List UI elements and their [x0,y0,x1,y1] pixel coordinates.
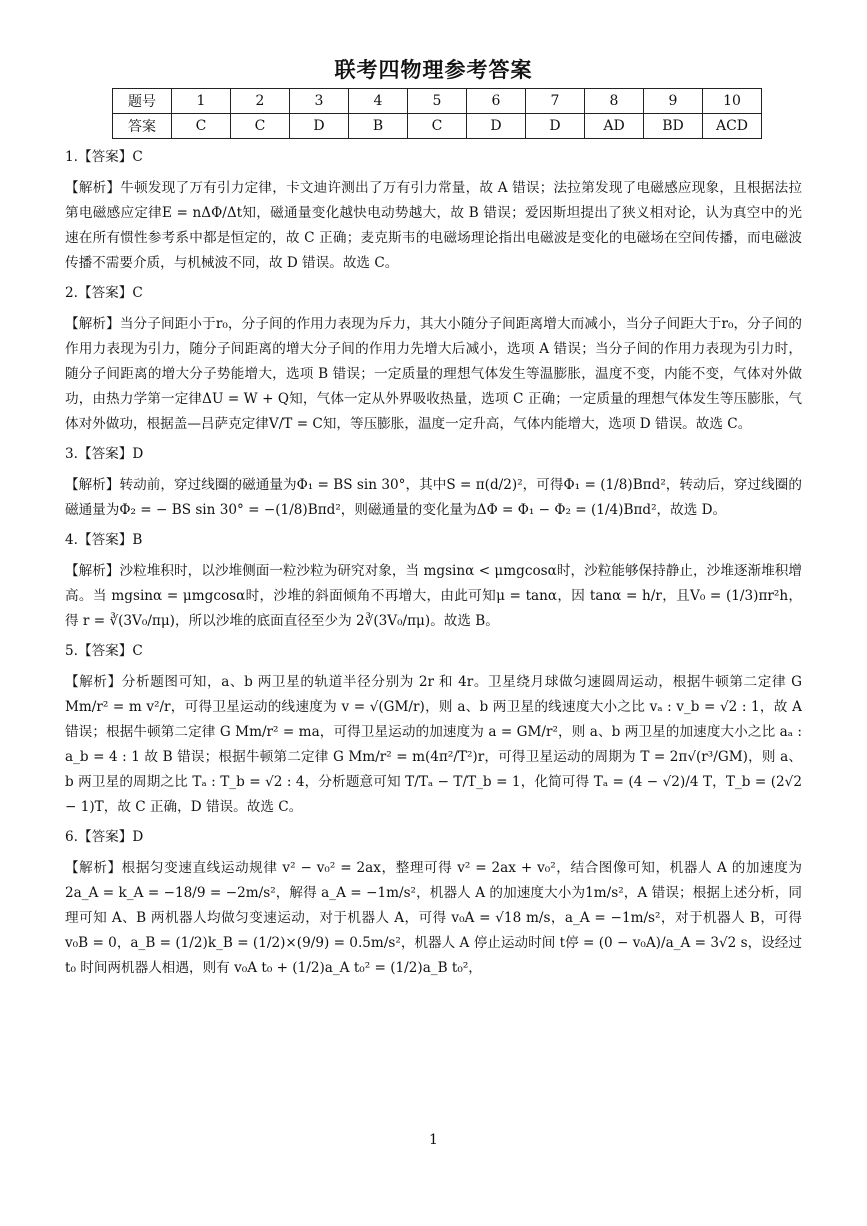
answer-cell: D [467,114,526,139]
question-number-cell: 1 [172,89,231,114]
question-number-cell: 2 [231,89,290,114]
answer-cell: AD [585,114,644,139]
answer-item-3 [65,443,802,523]
answer-explanations [65,146,802,987]
question-number-cell: 10 [703,89,762,114]
answer-explanation: 【解析】沙粒堆积时，以沙堆侧面一粒沙粒为研究对象，当 mgsinα < μmgcosα时，沙粒能够保持静止，沙堆逐渐堆积增高。当 mgsinα = μmgcosα时，沙堆的斜面倾角不再增大，由此可知μ = tanα，因 tanα = h/r，且V₀ = (1/3)πr²h，得 r = ∛(3V₀/πμ)，所以沙堆的底面直径至少为 2∛(3V₀/πμ)。故选 B。 [65,563,802,629]
question-number-cell: 9 [644,89,703,114]
question-number-cell: 4 [349,89,408,114]
answer-explanation: 【解析】分析题图可知，a、b 两卫星的轨道半径分别为 2r 和 4r。卫星绕月球做匀速圆周运动，根据牛顿第二定律 G Mm/r² = m v²/r，可得卫星运动的线速度为 v = √(GM/r)，则 a、b 两卫星的线速度大小之比 vₐ : v_b = √2 : 1，故 A 错误；根据牛顿第二定律 G Mm/r² = ma，可得卫星运动的加速度为 a = GM/r²，则 a、b 两卫星的加速度大小之比 aₐ : a_b = 4 : 1 故 B 错误；根据牛顿第二定律 G Mm/r² = m(4π²/T²)r，可得卫星运动的周期为 T = 2π√(r³/GM)，则 a、b 两卫星的周期之比 Tₐ : T_b = √2 : 4，分析题意可知 T/Tₐ − T/T_b = 1，化简可得 Tₐ = (4 − √2)/4 T，T_b = (2√2 − 1)T，故 C 正确，D 错误。故选 C。 [65,674,802,815]
answer-table [112,88,762,139]
table-header-cell: 答案 [113,114,172,139]
question-number-cell: 8 [585,89,644,114]
answer-table-answer-row [113,114,762,139]
page-number: 1 [429,1132,438,1148]
answer-explanation: 【解析】牛顿发现了万有引力定律，卡文迪许测出了万有引力常量，故 A 错误；法拉第发现了电磁感应现象，且根据法拉第电磁感应定律E = nΔΦ/Δt知，磁通量变化越快电动势越大，故 B 错误；爱因斯坦提出了狭义相对论，认为真空中的光速在所有惯性参考系中都是恒定的，故 C 正确；麦克斯韦的电磁场理论指出电磁波是变化的电磁场在空间传播，而电磁波传播不需要介质，与机械波不同，故 D 错误。故选 C。 [65,180,802,271]
question-number-cell: 5 [408,89,467,114]
answer-heading: 2.【答案】C [65,285,143,301]
page-title: 联考四物理参考答案 [334,57,533,82]
answer-item-1 [65,146,802,276]
answer-item-6 [65,826,802,981]
answer-item-5 [65,640,802,820]
answer-cell: BD [644,114,703,139]
answer-explanation: 【解析】当分子间距小于r₀，分子间的作用力表现为斥力，其大小随分子间距离增大而减小，当分子间距大于r₀，分子间的作用力表现为引力，随分子间距离的增大分子间的作用力先增大后减小，选项 A 错误；当分子间的作用力表现为引力时，随分子间距离的增大分子势能增大，选项 B 错误；一定质量的理想气体发生等温膨胀，温度不变，内能不变，气体对外做功，由热力学第一定律ΔU = W + Q知，气体一定从外界吸收热量，选项 C 正确；一定质量的理想气体发生等压膨胀，气体对外做功，根据盖—吕萨克定律V/T = C知，等压膨胀，温度一定升高，气体内能增大，选项 D 错误。故选 C。 [65,316,802,432]
answer-cell: D [526,114,585,139]
answer-heading: 5.【答案】C [65,643,143,659]
answer-cell: B [349,114,408,139]
answer-cell: D [290,114,349,139]
answer-heading: 1.【答案】C [65,149,143,165]
answer-explanation: 【解析】转动前，穿过线圈的磁通量为Φ₁ = BS sin 30°，其中S = π(d/2)²，可得Φ₁ = (1/8)Bπd²，转动后，穿过线圈的磁通量为Φ₂ = − BS sin 30° = −(1/8)Bπd²，则磁通量的变化量为ΔΦ = Φ₁ − Φ₂ = (1/4)Bπd²，故选 D。 [65,477,802,518]
answer-heading: 6.【答案】D [65,829,144,845]
answer-explanation: 【解析】根据匀变速直线运动规律 v² − v₀² = 2ax，整理可得 v² = 2ax + v₀²，结合图像可知，机器人 A 的加速度为 2a_A = k_A = −18/9 = −2m/s²，解得 a_A = −1m/s²，机器人 A 的加速度大小为1m/s²，A 错误；根据上述分析，同理可知 A、B 两机器人均做匀变速运动，对于机器人 A，可得 v₀A = √18 m/s，a_A = −1m/s²，对于机器人 B，可得 v₀B = 0，a_B = (1/2)k_B = (1/2)×(9/9) = 0.5m/s²，机器人 A 停止运动时间 t停 = (0 − v₀A)/a_A = 3√2 s，设经过 t₀ 时间两机器人相遇，则有 v₀A t₀ + (1/2)a_A t₀² = (1/2)a_B t₀²， [65,860,802,976]
answer-item-4 [65,529,802,634]
answer-item-2 [65,282,802,437]
question-number-cell: 7 [526,89,585,114]
answer-heading: 3.【答案】D [65,446,144,462]
answer-cell: C [408,114,467,139]
answer-cell: ACD [703,114,762,139]
answer-cell: C [172,114,231,139]
answer-cell: C [231,114,290,139]
table-header-cell: 题号 [113,89,172,114]
answer-heading: 4.【答案】B [65,532,143,548]
answer-table-number-row [113,89,762,114]
question-number-cell: 6 [467,89,526,114]
question-number-cell: 3 [290,89,349,114]
